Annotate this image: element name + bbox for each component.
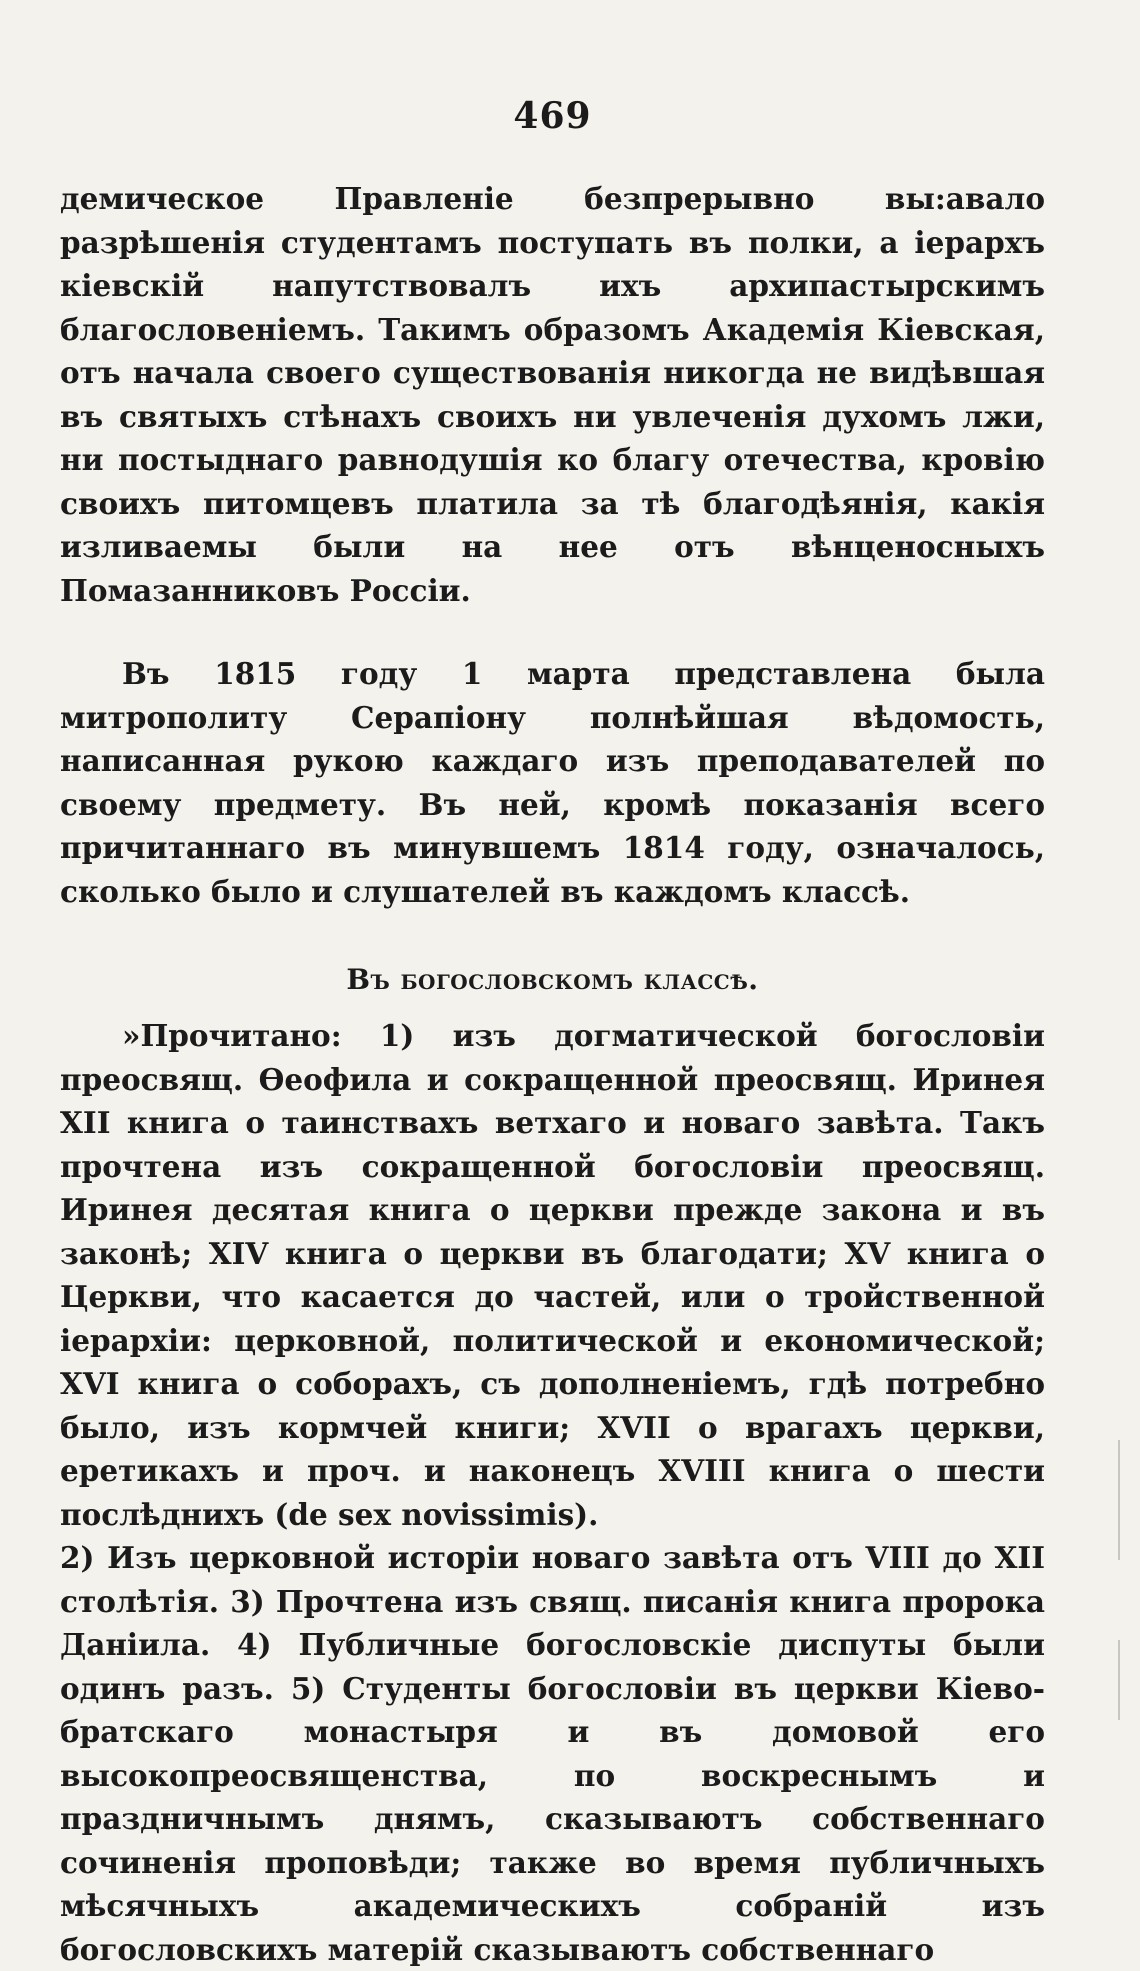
paragraph-report-1815: Въ 1815 году 1 марта представлена была митрополиту Серапіону полнѣйшая вѣдомость, написанная рукою каждаго изъ преподавателей по своему предмету. Въ ней, кромѣ показанія всего причитаннаго въ минувшемъ 1814 году, означалось, сколько было и слушателей въ каждомъ классѣ.	[60, 656, 1045, 909]
section-heading: Въ богословскомъ классѣ.	[346, 963, 759, 996]
paragraph-read-list: »Прочитано: 1) изъ догматической богословіи преосвящ. Ѳеофила и сокращенной преосвящ. Иринея XII книга о таинствахъ ветхаго и новаго завѣта. Такъ прочтена изъ сокращенной богословіи преосвящ. Иринея десятая книга о церкви прежде закона и въ законѣ; XIV книга о церкви въ благодати; XV книга о Церкви, что касается до частей, или о тройственной іерархіи: церковной, политической и економической; XVI книга о соборахъ, съ дополненіемъ, гдѣ потребно было, изъ кормчей книги; XVII о врагахъ церкви, еретикахъ и проч. и наконецъ XVIII книга о шести послѣднихъ (de sex novissimis).	[60, 1018, 1045, 1532]
page-edge-shadow	[1118, 1440, 1120, 1560]
paragraph-history: 2) Изъ церковной исторіи новаго завѣта отъ VIII до XII столѣтія. 3) Прочтена изъ свящ. писанія книга пророка Даніила. 4) Публичные богословскіе диспуты были одинъ разъ. 5) Студенты богословіи въ церкви Кіево-братскаго монастыря и въ домовой его высокопреосвященства, по воскреснымъ и праздничнымъ днямъ, сказываютъ собственнаго сочиненія проповѣди; также во время публичныхъ мѣсячныхъ академическихъ собраній изъ богословскихъ матерій сказываютъ собственнаго	[60, 1540, 1045, 1967]
page-number: 469	[513, 95, 592, 137]
page-edge-shadow	[1118, 1640, 1120, 1720]
paragraph-continuation: демическое Правленіе безпрерывно вы:авало разрѣшенія студентамъ поступать въ полки, а іерархъ кіевскій напутствовалъ ихъ архипастырскимъ благословеніемъ. Такимъ образомъ Академія Кіевская, отъ начала своего существованія никогда не видѣвшая въ святыхъ стѣнахъ своихъ ни увлеченія духомъ лжи, ни постыднаго равнодушія ко благу отечества, кровію своихъ питомцевъ платила за тѣ благодѣянія, какія изливаемы были на нее отъ вѣнценосныхъ Помазанниковъ Россіи.	[60, 181, 1045, 608]
